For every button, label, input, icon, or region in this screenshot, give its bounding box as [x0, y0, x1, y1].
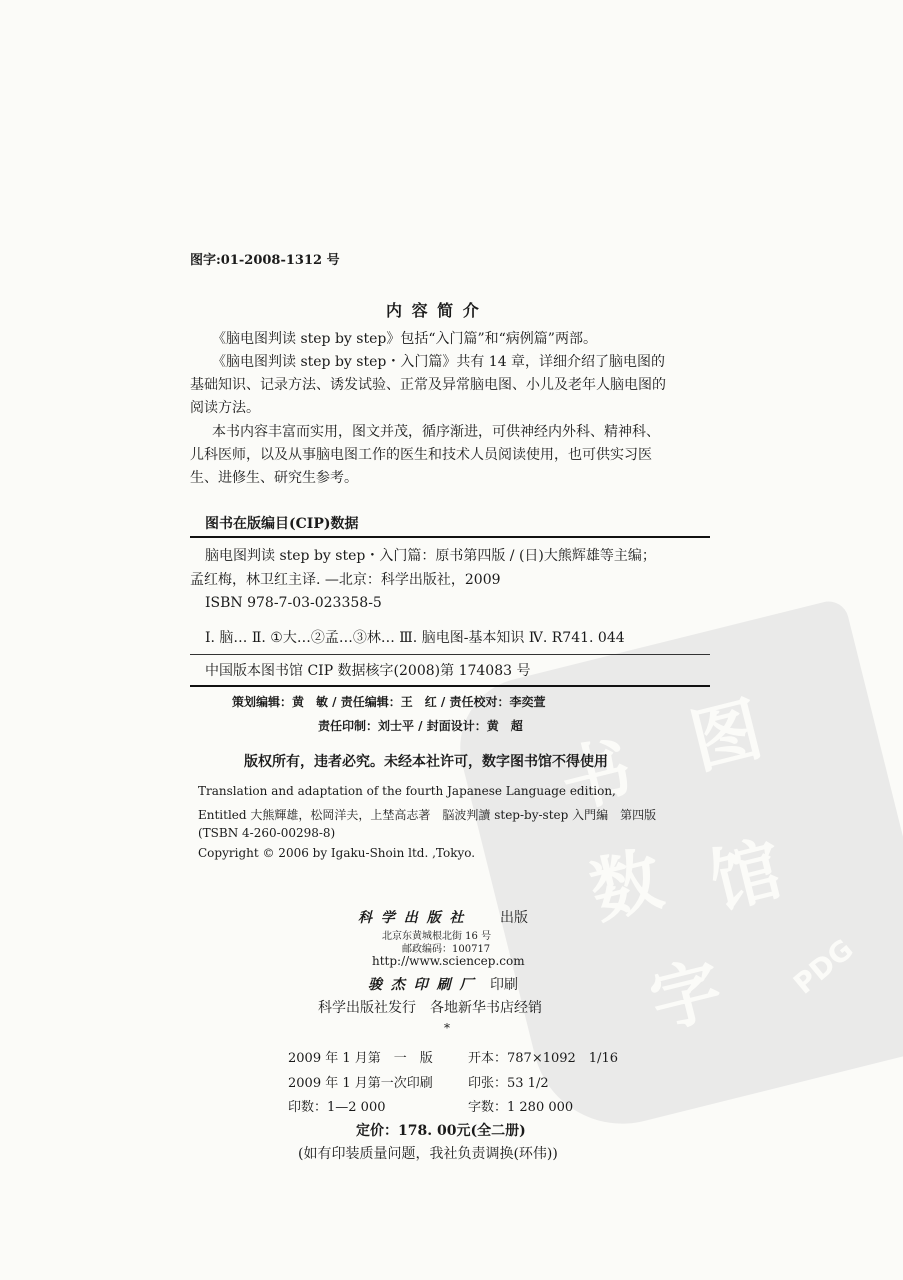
- distribution-line: 科学出版社发行 各地新华书店经销: [318, 1000, 542, 1016]
- sheets-info: 印张：53 1/2: [468, 1076, 549, 1091]
- translation-line-2: Entitled 大熊輝雄，松岡洋夫，上埜高志著 脳波判讀 step-by-step 入門編 第四版: [198, 808, 657, 822]
- editors-line-2: 责任印制：刘士平 / 封面设计：黄 超: [318, 719, 523, 733]
- intro-paragraph-1: 《脑电图判读 step by step》包括“入门篇”和“病例篇”两部。: [212, 331, 597, 347]
- seal-glyph-3: 馆: [702, 826, 791, 925]
- intro-paragraph-2-line-2: 基础知识、记录方法、诱发试验、正常及异常脑电图、小儿及老年人脑电图的: [190, 377, 666, 393]
- separator-star: *: [444, 1021, 450, 1035]
- printer-suffix: 印刷: [490, 977, 518, 993]
- seal-glyph-2: 书: [552, 726, 641, 825]
- rights-notice: 版权所有，违者必究。未经本社许可，数字图书馆不得使用: [244, 754, 608, 770]
- intro-paragraph-3-line-3: 生、进修生、研究生参考。: [190, 470, 358, 486]
- publisher-address: 北京东黄城根北街 16 号: [382, 931, 492, 942]
- publisher-postcode: 邮政编码：100717: [402, 944, 491, 955]
- copyright-line: Copyright © 2006 by Igaku-Shoin ltd. ,Tokyo.: [198, 846, 476, 860]
- word-count-info: 字数：1 280 000: [468, 1100, 574, 1115]
- cip-isbn: ISBN 978-7-03-023358-5: [205, 595, 382, 611]
- editors-line-1: 策划编辑：黄 敏 / 责任编辑：王 红 / 责任校对：李奕萱: [232, 695, 546, 709]
- intro-paragraph-2-line-1: 《脑电图判读 step by step・入门篇》共有 14 章，详细介绍了脑电图的: [212, 354, 666, 370]
- publisher-name: 科 学 出 版 社: [358, 910, 466, 926]
- cip-heading: 图书在版编目(CIP)数据: [205, 516, 359, 532]
- price: 定价：178. 00元(全二册): [356, 1123, 526, 1139]
- intro-paragraph-3-line-1: 本书内容丰富而实用，图文并茂，循序渐进，可供神经内外科、精神科、: [212, 424, 660, 440]
- intro-paragraph-2-line-3: 阅读方法。: [190, 400, 260, 416]
- cip-classification: Ⅰ. 脑… Ⅱ. ①大…②孟…③林… Ⅲ. 脑电图-基本知识 Ⅳ. R741. 044: [205, 630, 625, 646]
- printer-name: 骏 杰 印 刷 厂: [368, 977, 476, 993]
- cip-entry-line-2: 孟红梅，林卫红主译. —北京：科学出版社，2009: [190, 572, 501, 588]
- cip-top-rule: [190, 536, 710, 538]
- publisher-suffix: 出版: [500, 910, 528, 926]
- seal-glyph-4: 数: [582, 836, 671, 935]
- cip-bottom-rule: [190, 685, 710, 687]
- cip-entry-line-1: 脑电图判读 step by step・入门篇：原书第四版 / (日)大熊辉雄等主编；: [205, 548, 656, 564]
- watermark-pdg-label: PDG: [787, 932, 860, 1001]
- intro-title: 内 容 简 介: [386, 301, 481, 320]
- printing-info: 2009 年 1 月第一次印刷: [288, 1076, 433, 1091]
- intro-paragraph-3-line-2: 儿科医师，以及从事脑电图工作的医生和技术人员阅读使用，也可供实习医: [190, 447, 652, 463]
- format-info: 开本：787×1092 1/16: [468, 1051, 618, 1066]
- edition-info: 2009 年 1 月第 一 版: [288, 1051, 433, 1066]
- seal-glyph-1: 图: [682, 686, 771, 785]
- translation-isbn: (TSBN 4-260-00298-8): [198, 826, 336, 840]
- seal-glyph-5: 字: [642, 946, 731, 1045]
- cip-number: 中国版本图书馆 CIP 数据核字(2008)第 174083 号: [205, 663, 531, 679]
- permit-number: 图字:01-2008-1312 号: [190, 253, 340, 268]
- translation-line-1: Translation and adaptation of the fourth Japanese Language edition,: [198, 784, 616, 798]
- copies-info: 印数：1—2 000: [288, 1100, 386, 1115]
- quality-note: (如有印装质量问题，我社负责调换(环伟)): [298, 1146, 558, 1162]
- publisher-website: http://www.sciencep.com: [372, 954, 525, 968]
- cip-mid-rule: [190, 654, 710, 655]
